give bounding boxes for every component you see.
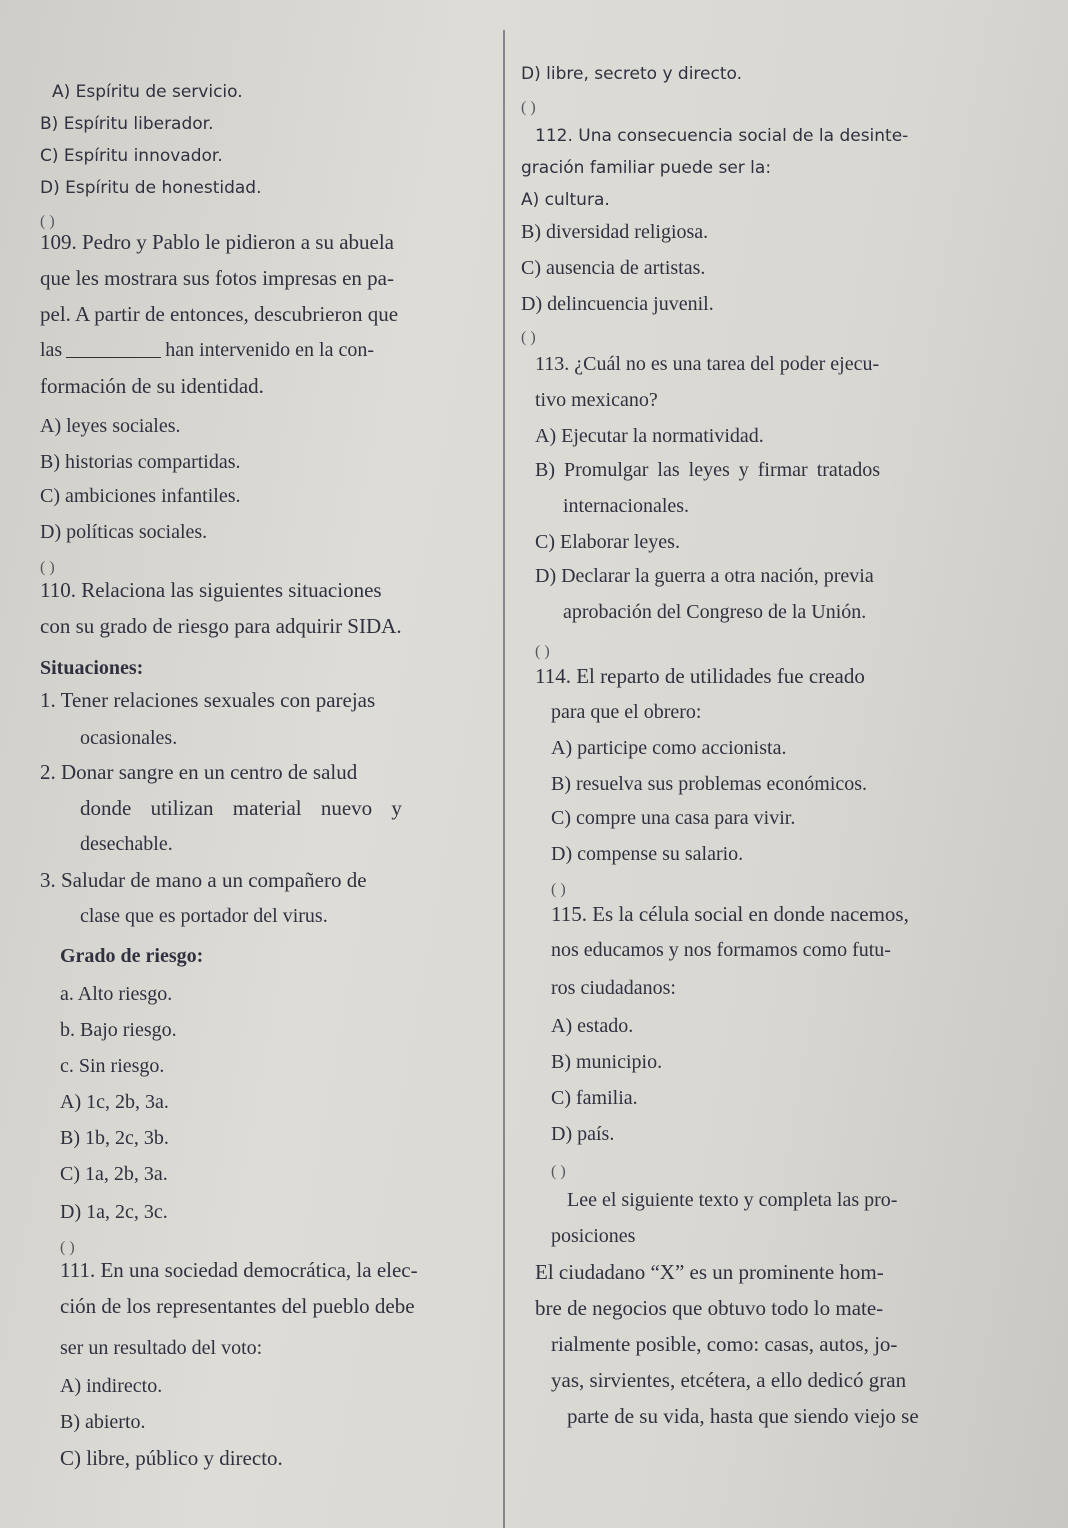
answer-paren: ( ) bbox=[521, 329, 536, 346]
q109-option-b: B) historias compartidas. bbox=[40, 451, 241, 473]
q109-text: han intervenido en la con- bbox=[165, 339, 375, 361]
q111-option-b: B) abierto. bbox=[60, 1411, 146, 1433]
answer-paren: ( ) bbox=[60, 1239, 75, 1256]
q115-option-a: A) estado. bbox=[551, 1015, 634, 1037]
q112-line: gración familiar puede ser la: bbox=[521, 158, 772, 178]
q111-line: 111. En una sociedad democrática, la elec- bbox=[60, 1258, 418, 1282]
reading-paragraph-line: parte de su vida, hasta que siendo viejo se bbox=[567, 1404, 919, 1428]
q114-line: 114. El reparto de utilidades fue creado bbox=[535, 664, 865, 688]
q112-line: 112. Una consecuencia social de la desinte- bbox=[535, 126, 909, 146]
q115-option-d: D) país. bbox=[551, 1123, 615, 1145]
q109-line: pel. A partir de entonces, descubrieron que bbox=[40, 302, 399, 326]
q108-option-d: D) Espíritu de honestidad. bbox=[40, 178, 262, 198]
q109-option-c: C) ambiciones infantiles. bbox=[40, 485, 241, 507]
reading-paragraph-line: yas, sirvientes, etcétera, a ello dedicó gran bbox=[551, 1368, 907, 1392]
q114-option-c: C) compre una casa para vivir. bbox=[551, 807, 796, 829]
q109-line bbox=[40, 338, 374, 362]
reading-paragraph-line: bre de negocios que obtuvo todo lo mate- bbox=[535, 1296, 884, 1320]
answer-paren: ( ) bbox=[40, 213, 55, 230]
q111-option-c: C) libre, público y directo. bbox=[60, 1446, 283, 1470]
q111-line: ser un resultado del voto: bbox=[60, 1337, 263, 1359]
q110-option-a: A) 1c, 2b, 3a. bbox=[60, 1091, 169, 1113]
fill-in-blank bbox=[66, 357, 161, 358]
q115-line: nos educamos y nos formamos como futu- bbox=[551, 939, 891, 961]
situation-line: ocasionales. bbox=[80, 727, 178, 749]
q114-line: para que el obrero: bbox=[551, 701, 702, 723]
q115-option-b: B) municipio. bbox=[551, 1051, 663, 1073]
q112-option-a: A) cultura. bbox=[521, 190, 610, 210]
reading-instruction: Lee el siguiente texto y completa las pro- bbox=[567, 1189, 898, 1211]
q112-option-c: C) ausencia de artistas. bbox=[521, 257, 706, 279]
q114-option-d: D) compense su salario. bbox=[551, 843, 744, 865]
q113-line: tivo mexicano? bbox=[535, 389, 658, 411]
q109-line: 109. Pedro y Pablo le pidieron a su abuela bbox=[40, 230, 395, 254]
situation-line: desechable. bbox=[80, 833, 173, 855]
q112-option-d: D) delincuencia juvenil. bbox=[521, 293, 714, 315]
q111-option-d: D) libre, secreto y directo. bbox=[521, 64, 743, 84]
q113-option-d: D) Declarar la guerra a otra nación, previa bbox=[535, 565, 874, 587]
answer-paren: ( ) bbox=[535, 643, 550, 660]
q113-option-b: B) Promulgar las leyes y firmar tratados bbox=[535, 459, 881, 481]
q115-option-c: C) familia. bbox=[551, 1087, 638, 1109]
q114-option-a: A) participe como accionista. bbox=[551, 737, 787, 759]
q109-option-d: D) políticas sociales. bbox=[40, 521, 208, 543]
risk-level: a. Alto riesgo. bbox=[60, 983, 173, 1005]
reading-paragraph-line: El ciudadano “X” es un prominente hom- bbox=[535, 1260, 884, 1284]
q111-line: ción de los representantes del pueblo debe bbox=[60, 1294, 415, 1318]
situation-line: 1. Tener relaciones sexuales con parejas bbox=[40, 688, 376, 712]
q115-line: 115. Es la célula social en donde nacemos, bbox=[551, 902, 909, 926]
column-divider bbox=[503, 30, 505, 1528]
reading-instruction: posiciones bbox=[551, 1225, 636, 1247]
risk-level: b. Bajo riesgo. bbox=[60, 1019, 177, 1041]
q110-option-c: C) 1a, 2b, 3a. bbox=[60, 1163, 168, 1185]
q113-option-c: C) Elaborar leyes. bbox=[535, 531, 680, 553]
answer-paren: ( ) bbox=[551, 881, 566, 898]
q114-option-b: B) resuelva sus problemas económicos. bbox=[551, 773, 868, 795]
reading-paragraph-line: rialmente posible, como: casas, autos, jo- bbox=[551, 1332, 898, 1356]
q113-option-b-cont: internacionales. bbox=[563, 495, 690, 517]
q110-line: 110. Relaciona las siguientes situaciones bbox=[40, 578, 382, 602]
answer-paren: ( ) bbox=[521, 99, 536, 116]
risk-level: c. Sin riesgo. bbox=[60, 1055, 165, 1077]
q111-option-a: A) indirecto. bbox=[60, 1375, 163, 1397]
q113-line: 113. ¿Cuál no es una tarea del poder ejecu- bbox=[535, 353, 880, 375]
q108-option-c: C) Espíritu innovador. bbox=[40, 146, 223, 166]
situation-line: 3. Saludar de mano a un compañero de bbox=[40, 868, 367, 892]
situation-line: 2. Donar sangre en un centro de salud bbox=[40, 760, 358, 784]
grado-heading: Grado de riesgo: bbox=[60, 945, 204, 967]
q109-text: las bbox=[40, 339, 63, 361]
q115-line: ros ciudadanos: bbox=[551, 977, 676, 999]
situaciones-heading: Situaciones: bbox=[40, 657, 144, 679]
q112-option-b: B) diversidad religiosa. bbox=[521, 221, 709, 243]
answer-paren: ( ) bbox=[551, 1163, 566, 1180]
q110-option-b: B) 1b, 2c, 3b. bbox=[60, 1127, 169, 1149]
q109-line: formación de su identidad. bbox=[40, 374, 264, 398]
q113-option-a: A) Ejecutar la normatividad. bbox=[535, 425, 764, 447]
q109-option-a: A) leyes sociales. bbox=[40, 415, 181, 437]
answer-paren: ( ) bbox=[40, 559, 55, 576]
q110-option-d: D) 1a, 2c, 3c. bbox=[60, 1201, 168, 1223]
situation-line: donde utilizan material nuevo y bbox=[80, 796, 402, 820]
q113-option-d-cont: aprobación del Congreso de la Unión. bbox=[563, 601, 867, 623]
q110-line: con su grado de riesgo para adquirir SIDA. bbox=[40, 614, 402, 638]
q109-line: que les mostrara sus fotos impresas en pa- bbox=[40, 266, 394, 290]
q108-option-a: A) Espíritu de servicio. bbox=[52, 82, 243, 102]
q108-option-b: B) Espíritu liberador. bbox=[40, 114, 214, 134]
situation-line: clase que es portador del virus. bbox=[80, 905, 328, 927]
